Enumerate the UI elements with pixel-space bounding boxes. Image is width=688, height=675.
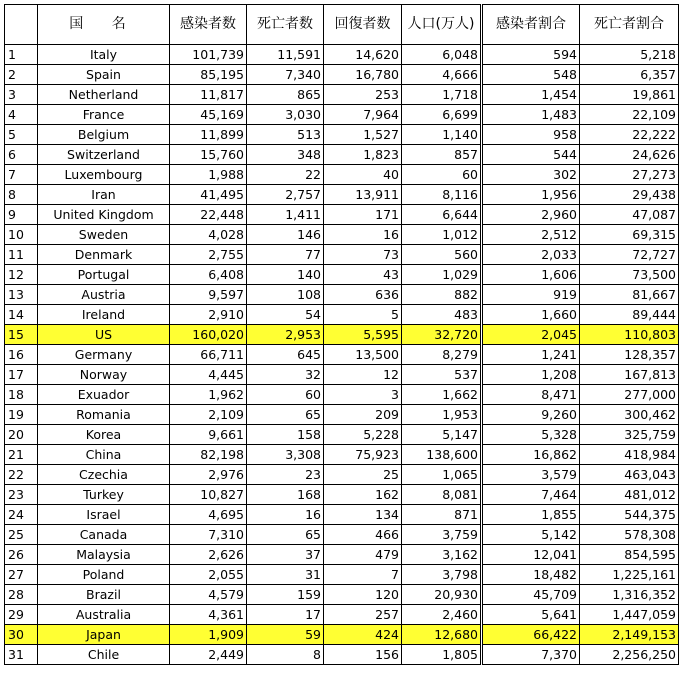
- cell-deaths: 513: [247, 125, 324, 145]
- cell-death-ratio: 300,462: [580, 405, 679, 425]
- cell-recovered: 7: [324, 565, 402, 585]
- cell-deaths: 37: [247, 545, 324, 565]
- cell-recovered: 13,911: [324, 185, 402, 205]
- cell-case-ratio: 919: [482, 285, 580, 305]
- table-row: [5, 205, 679, 225]
- cell-death-ratio: 19,861: [580, 85, 679, 105]
- cell-population: 3,759: [402, 525, 482, 545]
- cell-no: 26: [5, 545, 38, 565]
- cell-death-ratio: 110,803: [580, 325, 679, 345]
- cell-no: 25: [5, 525, 38, 545]
- cell-population: 882: [402, 285, 482, 305]
- cell-country: Netherland: [38, 85, 170, 105]
- cell-population: 60: [402, 165, 482, 185]
- cell-recovered: 209: [324, 405, 402, 425]
- cell-population: 1,140: [402, 125, 482, 145]
- cell-recovered: 5,228: [324, 425, 402, 445]
- cell-case-ratio: 2,033: [482, 245, 580, 265]
- cell-recovered: 257: [324, 605, 402, 625]
- cell-cases: 4,361: [170, 605, 247, 625]
- cell-case-ratio: 2,512: [482, 225, 580, 245]
- cell-deaths: 158: [247, 425, 324, 445]
- cell-death-ratio: 1,447,059: [580, 605, 679, 625]
- cell-no: 23: [5, 485, 38, 505]
- cell-case-ratio: 2,960: [482, 205, 580, 225]
- table-row: [5, 285, 679, 305]
- cell-deaths: 108: [247, 285, 324, 305]
- cell-population: 560: [402, 245, 482, 265]
- cell-case-ratio: 1,454: [482, 85, 580, 105]
- cell-deaths: 168: [247, 485, 324, 505]
- cell-case-ratio: 5,641: [482, 605, 580, 625]
- table-row: [5, 485, 679, 505]
- cell-country: Israel: [38, 505, 170, 525]
- cell-case-ratio: 2,045: [482, 325, 580, 345]
- cell-deaths: 77: [247, 245, 324, 265]
- cell-case-ratio: 5,328: [482, 425, 580, 445]
- cell-deaths: 865: [247, 85, 324, 105]
- cell-cases: 1,962: [170, 385, 247, 405]
- cell-population: 1,805: [402, 645, 482, 665]
- header-recovered: 回復者数: [324, 5, 402, 45]
- cell-population: 1,662: [402, 385, 482, 405]
- cell-cases: 4,579: [170, 585, 247, 605]
- cell-cases: 82,198: [170, 445, 247, 465]
- cell-population: 32,720: [402, 325, 482, 345]
- cell-case-ratio: 594: [482, 45, 580, 65]
- cell-country: Austria: [38, 285, 170, 305]
- cell-country: Switzerland: [38, 145, 170, 165]
- cell-death-ratio: 854,595: [580, 545, 679, 565]
- cell-no: 6: [5, 145, 38, 165]
- cell-no: 22: [5, 465, 38, 485]
- cell-cases: 2,910: [170, 305, 247, 325]
- cell-no: 29: [5, 605, 38, 625]
- cell-death-ratio: 1,225,161: [580, 565, 679, 585]
- cell-cases: 85,195: [170, 65, 247, 85]
- cell-recovered: 43: [324, 265, 402, 285]
- cell-no: 16: [5, 345, 38, 365]
- cell-country: Brazil: [38, 585, 170, 605]
- cell-no: 7: [5, 165, 38, 185]
- cell-deaths: 3,030: [247, 105, 324, 125]
- table-row: [5, 525, 679, 545]
- cell-population: 1,953: [402, 405, 482, 425]
- table-row: [5, 625, 679, 645]
- cell-population: 1,065: [402, 465, 482, 485]
- cell-no: 20: [5, 425, 38, 445]
- cell-recovered: 16,780: [324, 65, 402, 85]
- cell-cases: 101,739: [170, 45, 247, 65]
- cell-recovered: 25: [324, 465, 402, 485]
- cell-deaths: 159: [247, 585, 324, 605]
- cell-country: Czechia: [38, 465, 170, 485]
- table-row: [5, 365, 679, 385]
- table-row: [5, 545, 679, 565]
- cell-country: Japan: [38, 625, 170, 645]
- cell-deaths: 348: [247, 145, 324, 165]
- cell-case-ratio: 1,241: [482, 345, 580, 365]
- cell-recovered: 120: [324, 585, 402, 605]
- cell-recovered: 16: [324, 225, 402, 245]
- cell-country: Poland: [38, 565, 170, 585]
- cell-death-ratio: 27,273: [580, 165, 679, 185]
- cell-case-ratio: 302: [482, 165, 580, 185]
- table-row: [5, 245, 679, 265]
- cell-cases: 45,169: [170, 105, 247, 125]
- table-row: [5, 645, 679, 665]
- cell-population: 2,460: [402, 605, 482, 625]
- cell-death-ratio: 6,357: [580, 65, 679, 85]
- table-row: [5, 405, 679, 425]
- cell-recovered: 73: [324, 245, 402, 265]
- cell-no: 2: [5, 65, 38, 85]
- cell-cases: 2,449: [170, 645, 247, 665]
- cell-recovered: 134: [324, 505, 402, 525]
- table-row: [5, 505, 679, 525]
- cell-cases: 4,028: [170, 225, 247, 245]
- cell-case-ratio: 1,956: [482, 185, 580, 205]
- cell-population: 871: [402, 505, 482, 525]
- cell-country: Romania: [38, 405, 170, 425]
- cell-population: 6,644: [402, 205, 482, 225]
- cell-death-ratio: 2,149,153: [580, 625, 679, 645]
- cell-death-ratio: 325,759: [580, 425, 679, 445]
- cell-cases: 4,445: [170, 365, 247, 385]
- cell-country: Turkey: [38, 485, 170, 505]
- cell-recovered: 1,527: [324, 125, 402, 145]
- cell-cases: 15,760: [170, 145, 247, 165]
- cell-no: 9: [5, 205, 38, 225]
- cell-death-ratio: 73,500: [580, 265, 679, 285]
- cell-deaths: 22: [247, 165, 324, 185]
- cell-deaths: 2,757: [247, 185, 324, 205]
- cell-cases: 4,695: [170, 505, 247, 525]
- cell-recovered: 14,620: [324, 45, 402, 65]
- cell-deaths: 146: [247, 225, 324, 245]
- header-death-ratio: 死亡者割合: [580, 5, 679, 45]
- cell-no: 19: [5, 405, 38, 425]
- cell-case-ratio: 8,471: [482, 385, 580, 405]
- cell-death-ratio: 22,222: [580, 125, 679, 145]
- cell-cases: 2,755: [170, 245, 247, 265]
- cell-recovered: 13,500: [324, 345, 402, 365]
- cell-case-ratio: 1,855: [482, 505, 580, 525]
- cell-cases: 11,899: [170, 125, 247, 145]
- cell-deaths: 2,953: [247, 325, 324, 345]
- cell-deaths: 65: [247, 525, 324, 545]
- cell-recovered: 5,595: [324, 325, 402, 345]
- cell-deaths: 60: [247, 385, 324, 405]
- cell-recovered: 171: [324, 205, 402, 225]
- cell-case-ratio: 958: [482, 125, 580, 145]
- table-row: [5, 165, 679, 185]
- cell-cases: 2,976: [170, 465, 247, 485]
- cell-case-ratio: 544: [482, 145, 580, 165]
- cell-country: Norway: [38, 365, 170, 385]
- cell-case-ratio: 16,862: [482, 445, 580, 465]
- cell-population: 6,048: [402, 45, 482, 65]
- cell-no: 10: [5, 225, 38, 245]
- cell-country: Belgium: [38, 125, 170, 145]
- cell-case-ratio: 7,370: [482, 645, 580, 665]
- cell-no: 31: [5, 645, 38, 665]
- cell-cases: 10,827: [170, 485, 247, 505]
- cell-no: 3: [5, 85, 38, 105]
- cell-no: 21: [5, 445, 38, 465]
- cell-cases: 2,055: [170, 565, 247, 585]
- cell-population: 12,680: [402, 625, 482, 645]
- cell-country: Canada: [38, 525, 170, 545]
- table-row: [5, 45, 679, 65]
- cell-case-ratio: 45,709: [482, 585, 580, 605]
- cell-country: Sweden: [38, 225, 170, 245]
- cell-deaths: 3,308: [247, 445, 324, 465]
- cell-population: 3,798: [402, 565, 482, 585]
- cell-case-ratio: 1,483: [482, 105, 580, 125]
- table-row: [5, 565, 679, 585]
- cell-recovered: 12: [324, 365, 402, 385]
- cell-deaths: 11,591: [247, 45, 324, 65]
- country-stats-table: [4, 4, 679, 665]
- cell-recovered: 253: [324, 85, 402, 105]
- table-row: [5, 305, 679, 325]
- cell-country: Italy: [38, 45, 170, 65]
- cell-country: Luxembourg: [38, 165, 170, 185]
- cell-country: Ireland: [38, 305, 170, 325]
- cell-country: Malaysia: [38, 545, 170, 565]
- cell-country: Spain: [38, 65, 170, 85]
- table-row: [5, 585, 679, 605]
- cell-no: 18: [5, 385, 38, 405]
- cell-cases: 6,408: [170, 265, 247, 285]
- cell-death-ratio: 277,000: [580, 385, 679, 405]
- cell-population: 1,029: [402, 265, 482, 285]
- cell-population: 8,279: [402, 345, 482, 365]
- table-row: [5, 65, 679, 85]
- cell-population: 1,718: [402, 85, 482, 105]
- table-row: [5, 445, 679, 465]
- table-row: [5, 125, 679, 145]
- cell-deaths: 7,340: [247, 65, 324, 85]
- cell-cases: 1,909: [170, 625, 247, 645]
- cell-country: Germany: [38, 345, 170, 365]
- cell-recovered: 75,923: [324, 445, 402, 465]
- cell-case-ratio: 1,660: [482, 305, 580, 325]
- cell-cases: 2,109: [170, 405, 247, 425]
- cell-death-ratio: 89,444: [580, 305, 679, 325]
- cell-case-ratio: 1,606: [482, 265, 580, 285]
- table-row: [5, 605, 679, 625]
- cell-case-ratio: 1,208: [482, 365, 580, 385]
- cell-population: 483: [402, 305, 482, 325]
- cell-deaths: 140: [247, 265, 324, 285]
- cell-no: 14: [5, 305, 38, 325]
- cell-recovered: 5: [324, 305, 402, 325]
- cell-death-ratio: 2,256,250: [580, 645, 679, 665]
- cell-country: China: [38, 445, 170, 465]
- cell-deaths: 59: [247, 625, 324, 645]
- cell-deaths: 17: [247, 605, 324, 625]
- cell-case-ratio: 5,142: [482, 525, 580, 545]
- cell-cases: 22,448: [170, 205, 247, 225]
- cell-recovered: 466: [324, 525, 402, 545]
- cell-no: 1: [5, 45, 38, 65]
- header-case-ratio: 感染者割合: [482, 5, 580, 45]
- cell-recovered: 424: [324, 625, 402, 645]
- cell-population: 6,699: [402, 105, 482, 125]
- header-row: [5, 5, 679, 45]
- cell-population: 138,600: [402, 445, 482, 465]
- cell-recovered: 162: [324, 485, 402, 505]
- cell-country: Australia: [38, 605, 170, 625]
- cell-deaths: 645: [247, 345, 324, 365]
- cell-cases: 160,020: [170, 325, 247, 345]
- cell-country: Portugal: [38, 265, 170, 285]
- cell-case-ratio: 12,041: [482, 545, 580, 565]
- table-row: [5, 425, 679, 445]
- cell-no: 4: [5, 105, 38, 125]
- table-row: [5, 385, 679, 405]
- cell-cases: 41,495: [170, 185, 247, 205]
- cell-deaths: 65: [247, 405, 324, 425]
- cell-country: France: [38, 105, 170, 125]
- cell-deaths: 1,411: [247, 205, 324, 225]
- cell-cases: 1,988: [170, 165, 247, 185]
- cell-death-ratio: 5,218: [580, 45, 679, 65]
- cell-country: Chile: [38, 645, 170, 665]
- cell-population: 3,162: [402, 545, 482, 565]
- cell-no: 8: [5, 185, 38, 205]
- cell-deaths: 8: [247, 645, 324, 665]
- cell-population: 8,116: [402, 185, 482, 205]
- cell-case-ratio: 66,422: [482, 625, 580, 645]
- cell-cases: 2,626: [170, 545, 247, 565]
- table-row: [5, 325, 679, 345]
- cell-recovered: 1,823: [324, 145, 402, 165]
- header-country: 国 名: [38, 5, 170, 45]
- cell-no: 5: [5, 125, 38, 145]
- cell-recovered: 156: [324, 645, 402, 665]
- cell-death-ratio: 418,984: [580, 445, 679, 465]
- cell-recovered: 636: [324, 285, 402, 305]
- cell-country: US: [38, 325, 170, 345]
- cell-no: 15: [5, 325, 38, 345]
- header-no: [5, 5, 38, 45]
- table-row: [5, 345, 679, 365]
- cell-death-ratio: 69,315: [580, 225, 679, 245]
- header-deaths: 死亡者数: [247, 5, 324, 45]
- cell-no: 12: [5, 265, 38, 285]
- cell-country: Denmark: [38, 245, 170, 265]
- table-body: [5, 45, 679, 665]
- table-row: [5, 105, 679, 125]
- cell-population: 537: [402, 365, 482, 385]
- cell-country: Exuador: [38, 385, 170, 405]
- cell-death-ratio: 128,357: [580, 345, 679, 365]
- cell-population: 4,666: [402, 65, 482, 85]
- cell-deaths: 16: [247, 505, 324, 525]
- cell-case-ratio: 18,482: [482, 565, 580, 585]
- cell-death-ratio: 81,667: [580, 285, 679, 305]
- cell-death-ratio: 29,438: [580, 185, 679, 205]
- cell-no: 28: [5, 585, 38, 605]
- cell-cases: 9,661: [170, 425, 247, 445]
- cell-deaths: 32: [247, 365, 324, 385]
- cell-death-ratio: 544,375: [580, 505, 679, 525]
- cell-death-ratio: 463,043: [580, 465, 679, 485]
- cell-death-ratio: 24,626: [580, 145, 679, 165]
- header-population: 人口(万人): [402, 5, 482, 45]
- cell-recovered: 3: [324, 385, 402, 405]
- table-row: [5, 465, 679, 485]
- cell-no: 24: [5, 505, 38, 525]
- cell-no: 27: [5, 565, 38, 585]
- cell-country: Iran: [38, 185, 170, 205]
- cell-population: 8,081: [402, 485, 482, 505]
- cell-no: 17: [5, 365, 38, 385]
- cell-no: 30: [5, 625, 38, 645]
- cell-no: 11: [5, 245, 38, 265]
- cell-death-ratio: 22,109: [580, 105, 679, 125]
- cell-population: 1,012: [402, 225, 482, 245]
- cell-country: Korea: [38, 425, 170, 445]
- cell-death-ratio: 72,727: [580, 245, 679, 265]
- cell-recovered: 7,964: [324, 105, 402, 125]
- cell-case-ratio: 7,464: [482, 485, 580, 505]
- cell-case-ratio: 3,579: [482, 465, 580, 485]
- cell-case-ratio: 9,260: [482, 405, 580, 425]
- cell-deaths: 23: [247, 465, 324, 485]
- header-cases: 感染者数: [170, 5, 247, 45]
- cell-death-ratio: 578,308: [580, 525, 679, 545]
- table-row: [5, 145, 679, 165]
- cell-country: United Kingdom: [38, 205, 170, 225]
- cell-population: 5,147: [402, 425, 482, 445]
- cell-death-ratio: 1,316,352: [580, 585, 679, 605]
- cell-cases: 7,310: [170, 525, 247, 545]
- cell-no: 13: [5, 285, 38, 305]
- cell-recovered: 40: [324, 165, 402, 185]
- cell-population: 857: [402, 145, 482, 165]
- table-row: [5, 265, 679, 285]
- cell-cases: 11,817: [170, 85, 247, 105]
- cell-death-ratio: 167,813: [580, 365, 679, 385]
- cell-recovered: 479: [324, 545, 402, 565]
- cell-deaths: 54: [247, 305, 324, 325]
- cell-death-ratio: 47,087: [580, 205, 679, 225]
- table-row: [5, 225, 679, 245]
- covid-country-table-sheet: [4, 4, 679, 665]
- cell-cases: 66,711: [170, 345, 247, 365]
- cell-case-ratio: 548: [482, 65, 580, 85]
- cell-deaths: 31: [247, 565, 324, 585]
- cell-death-ratio: 481,012: [580, 485, 679, 505]
- table-row: [5, 85, 679, 105]
- cell-cases: 9,597: [170, 285, 247, 305]
- cell-population: 20,930: [402, 585, 482, 605]
- table-row: [5, 185, 679, 205]
